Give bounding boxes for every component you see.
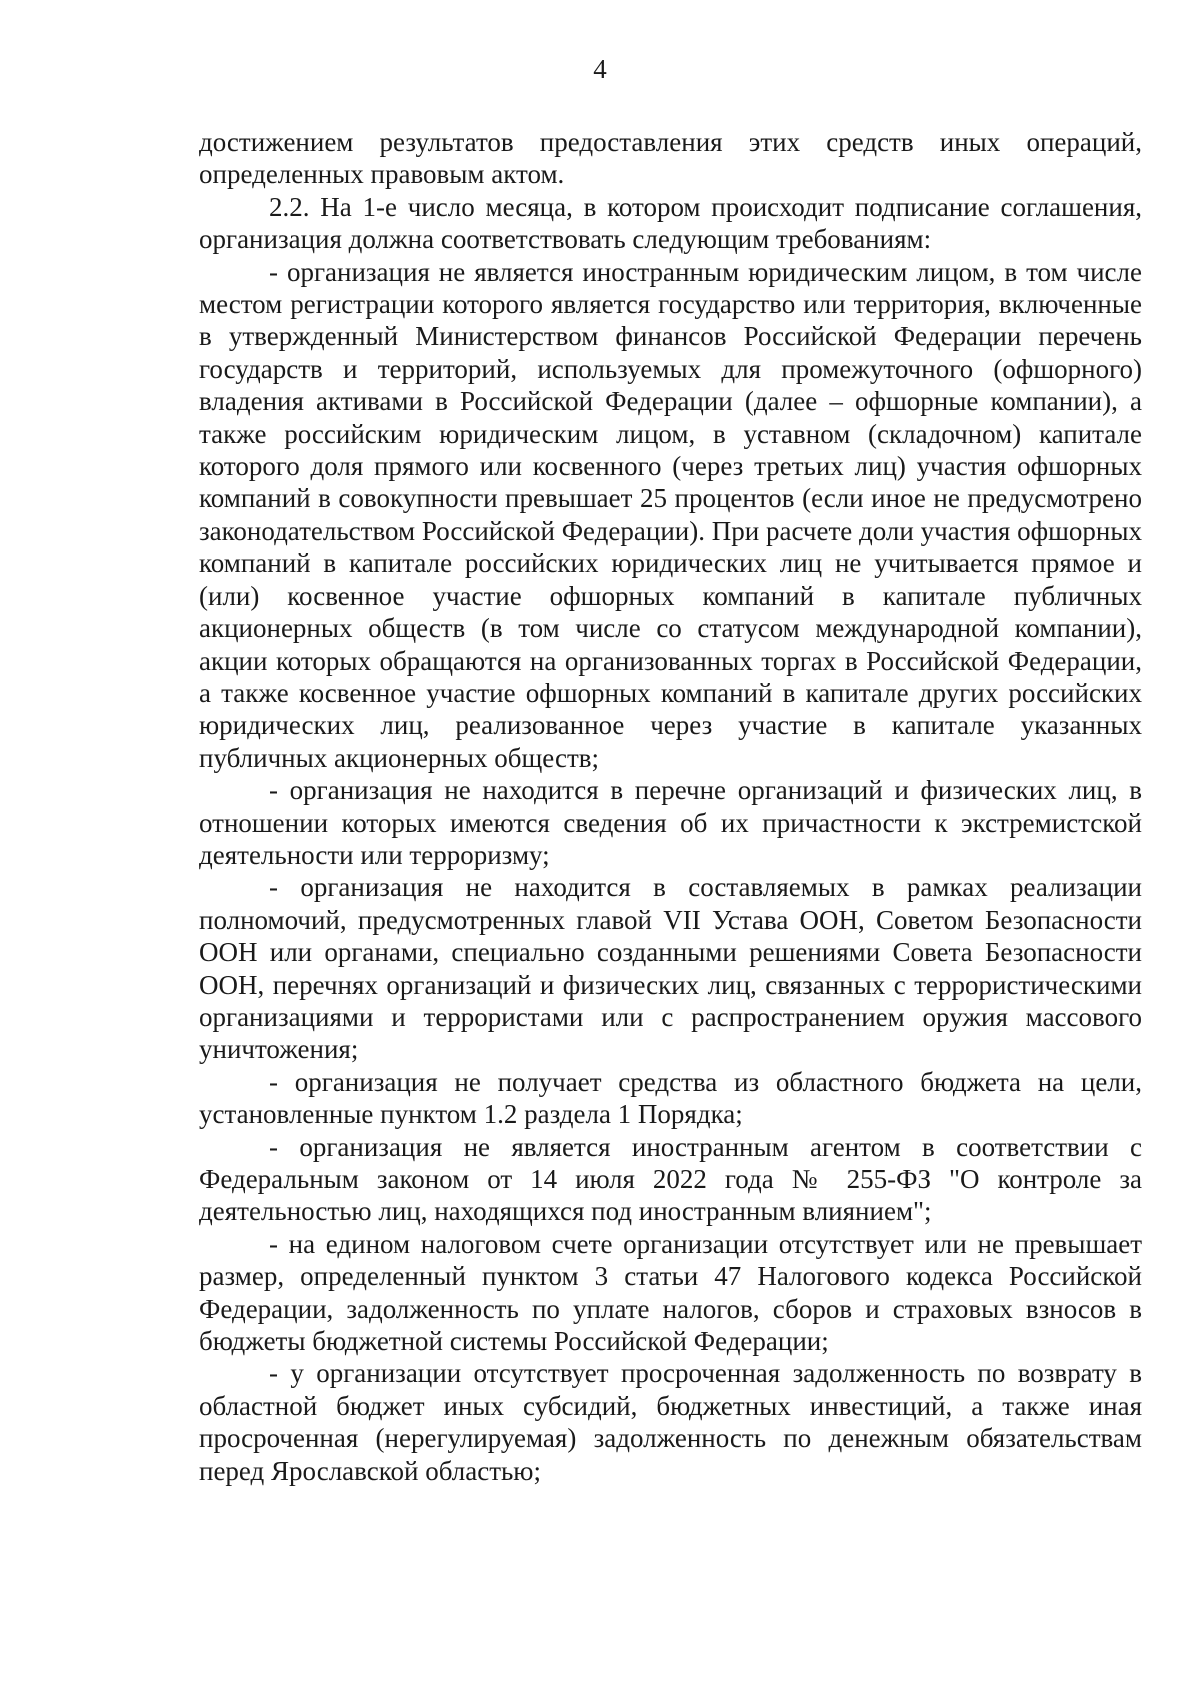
paragraph-requirement-un-lists: - организация не находится в составляемых в рамках реализации полномочий, предусмотренных главой VII Устава ООН, Советом Безопасности ООН или органами, специально созданными решениями Совета Безопасности ООН, перечнях организаций и физических лиц, связанных с террористическими организациями и террористами или с распространением оружия массового уничтожения;: [199, 872, 1142, 1065]
document-body: [199, 126, 1142, 1487]
paragraph-continuation: достижением результатов предоставления этих средств иных операций, определенных правовым актом.: [199, 127, 1142, 190]
paragraph-requirement-foreign-agent: - организация не является иностранным агентом в соответствии с Федеральным законом от 14 июля 2022 года № 255-ФЗ "О контроле за деятельностью лиц, находящихся под иностранным влиянием";: [199, 1131, 1142, 1227]
paragraph-clause-2-2: 2.2. На 1-е число месяца, в котором происходит подписание соглашения, организация должна соответствовать следующим требованиям:: [199, 191, 1142, 255]
paragraph-requirement-tax-debt: - на едином налоговом счете организации отсутствует или не превышает размер, определенный пунктом 3 статьи 47 Налогового кодекса Российской Федерации, задолженность по уплате налогов, сборов и страховых взносов в бюджеты бюджетной системы Российской Федерации;: [199, 1228, 1142, 1357]
paragraph-requirement-extremism: - организация не находится в перечне организаций и физических лиц, в отношении которых имеются сведения об их причастности к экстремистской деятельности или терроризму;: [199, 775, 1142, 870]
paragraph-requirement-offshore: - организация не является иностранным юридическим лицом, в том числе местом регистрации которого является государство или территория, включенные в утвержденный Министерством финансов Российской Федерации перечень государств и территорий, используемых для промежуточного (офшорного) владения активами в Российской Федерации (далее – офшорные компании), а также российским юридическим лицом, в уставном (складочном) капитале которого доля прямого или косвенного (через третьих лиц) участия офшорных компаний в совокупности превышает 25 процентов (если иное не предусмотрено законодательством Российской Федерации). При расчете доли участия офшорных компаний в капитале российских юридических лиц не учитывается прямое и (или) косвенное участие офшорных компаний в капитале публичных акционерных обществ (в том числе со статусом международной компании), акции которых обращаются на организованных торгах в Российской Федерации, а также косвенное участие офшорных компаний в капитале других российских юридических лиц, реализованное через участие в капитале указанных публичных акционерных обществ;: [199, 256, 1142, 773]
paragraph-requirement-overdue-debt: - у организации отсутствует просроченная задолженность по возврату в областной бюджет иных субсидий, бюджетных инвестиций, а также иная просроченная (нерегулируемая) задолженность по денежным обязательствам перед Ярославской областью;: [199, 1358, 1142, 1486]
page-number: 4: [593, 54, 607, 84]
paragraph-requirement-budget-funds: - организация не получает средства из областного бюджета на цели, установленные пунктом 1.2 раздела 1 Порядка;: [199, 1066, 1142, 1130]
